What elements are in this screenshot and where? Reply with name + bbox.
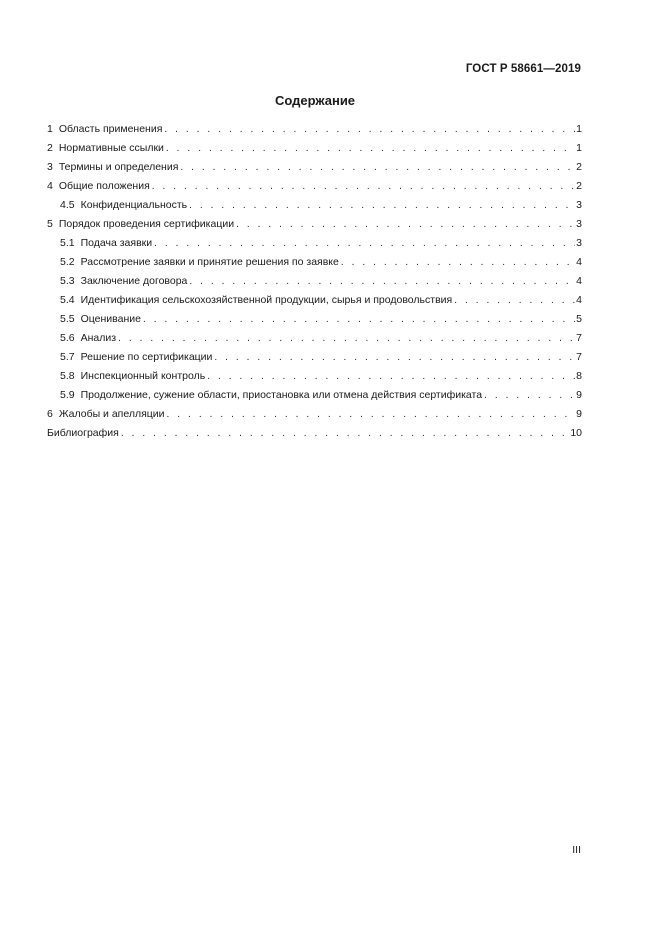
dot-leader [180, 161, 575, 175]
toc-entry-label: Решение по сертификации [80, 351, 213, 363]
toc-entry-page: 4 [576, 294, 582, 306]
dot-leader [484, 389, 575, 403]
toc-entry[interactable] [47, 350, 582, 369]
toc-entry[interactable] [47, 236, 582, 255]
toc-entry-label: Нормативные ссылки [58, 142, 164, 154]
toc-entry-label: Идентификация сельскохозяйственной продукции, сырья и продовольствия [80, 294, 453, 306]
toc-entry-title [60, 236, 152, 250]
toc-entry-page: 8 [576, 370, 582, 382]
toc-entry-number: 3 [47, 161, 53, 173]
toc-entry-title [47, 141, 164, 155]
toc-entry-page: 2 [576, 180, 582, 192]
dot-leader [341, 256, 575, 270]
toc-entry-number: 5.3 [60, 275, 75, 287]
toc-entry-page: 2 [576, 161, 582, 173]
toc-entry-label: Конфиденциальность [80, 199, 188, 211]
toc-entry-number: 5.7 [60, 351, 75, 363]
toc-entry-page: 7 [576, 351, 582, 363]
toc-entry-title [60, 255, 339, 269]
toc-entry-label: Анализ [80, 332, 117, 344]
toc-entry-number: 5.1 [60, 237, 75, 249]
toc-entry-label: Библиография [47, 427, 119, 439]
dot-leader [118, 332, 575, 346]
toc-entry-number: 1 [47, 123, 53, 135]
toc-entry-label: Подача заявки [80, 237, 153, 249]
standard-code: ГОСТ Р 58661—2019 [465, 63, 581, 75]
toc-entry-label: Рассмотрение заявки и принятие решения по заявке [80, 256, 339, 268]
toc-entry[interactable] [47, 293, 582, 312]
toc-entry[interactable] [47, 312, 582, 331]
toc-entry[interactable] [47, 160, 582, 179]
toc-entry-title [60, 198, 187, 212]
toc-entry-title [60, 350, 212, 364]
toc-entry-title [60, 274, 187, 288]
toc-entry-page: 7 [576, 332, 582, 344]
dot-leader [236, 218, 575, 232]
toc-entry-number: 4 [47, 180, 53, 192]
toc-entry[interactable] [47, 179, 582, 198]
toc-entry-title [60, 312, 141, 326]
toc-entry-label: Общие положения [58, 180, 150, 192]
toc-entry-title [47, 179, 150, 193]
toc-entry-label: Продолжение, сужение области, приостановка или отмена действия сертификата [80, 389, 483, 401]
toc-entry-label: Инспекционный контроль [80, 370, 206, 382]
dot-leader [152, 180, 575, 194]
toc-entry-title [47, 217, 234, 231]
page-title: Содержание [274, 93, 356, 108]
toc-entry-number: 5.2 [60, 256, 75, 268]
toc-entry[interactable] [47, 141, 582, 160]
toc-entry-label: Жалобы и апелляции [58, 408, 165, 420]
toc-entry-label: Заключение договора [80, 275, 188, 287]
toc-entry[interactable] [47, 217, 582, 236]
toc-entry-number: 6 [47, 408, 53, 420]
toc-entry-title [47, 426, 119, 440]
toc-entry-page: 10 [570, 427, 582, 439]
toc-entry-page: 9 [576, 389, 582, 401]
toc-entry[interactable] [47, 426, 582, 445]
dot-leader [454, 294, 575, 308]
toc-entry-number: 2 [47, 142, 53, 154]
dot-leader [189, 199, 575, 213]
table-of-contents [47, 122, 582, 445]
toc-entry-number: 5.4 [60, 294, 75, 306]
toc-entry-page: 1 [576, 123, 582, 135]
dot-leader [154, 237, 575, 251]
dot-leader [167, 408, 576, 422]
toc-entry-page: 5 [576, 313, 582, 325]
toc-entry-title [60, 388, 482, 402]
dot-leader [214, 351, 575, 365]
toc-entry-title [60, 293, 452, 307]
toc-entry-page: 3 [576, 237, 582, 249]
toc-entry-page: 1 [576, 142, 582, 154]
toc-entry-title [60, 369, 205, 383]
toc-entry-label: Термины и определения [58, 161, 179, 173]
toc-entry[interactable] [47, 122, 582, 141]
toc-entry[interactable] [47, 407, 582, 426]
dot-leader [207, 370, 575, 384]
dot-leader [189, 275, 575, 289]
toc-entry-page: 9 [576, 408, 582, 420]
toc-entry[interactable] [47, 388, 582, 407]
toc-entry[interactable] [47, 331, 582, 350]
toc-entry[interactable] [47, 369, 582, 388]
dot-leader [164, 123, 575, 137]
toc-entry-page: 4 [576, 256, 582, 268]
dot-leader [143, 313, 575, 327]
toc-entry-number: 5.5 [60, 313, 75, 325]
toc-entry[interactable] [47, 274, 582, 293]
page-number: III [572, 844, 581, 856]
toc-entry-title [47, 122, 162, 136]
dot-leader [121, 427, 569, 441]
toc-entry-page: 4 [576, 275, 582, 287]
toc-entry-title [47, 160, 178, 174]
toc-entry-title [60, 331, 116, 345]
toc-entry-number: 5.8 [60, 370, 75, 382]
toc-entry-title [47, 407, 165, 421]
toc-entry-number: 5 [47, 218, 53, 230]
toc-entry[interactable] [47, 255, 582, 274]
dot-leader [166, 142, 575, 156]
toc-entry-label: Оценивание [80, 313, 141, 325]
toc-entry-page: 3 [576, 218, 582, 230]
toc-entry-number: 5.9 [60, 389, 75, 401]
toc-entry-number: 4.5 [60, 199, 75, 211]
toc-entry[interactable] [47, 198, 582, 217]
toc-entry-number: 5.6 [60, 332, 75, 344]
toc-entry-label: Область применения [58, 123, 163, 135]
toc-entry-label: Порядок проведения сертификации [58, 218, 235, 230]
toc-entry-page: 3 [576, 199, 582, 211]
